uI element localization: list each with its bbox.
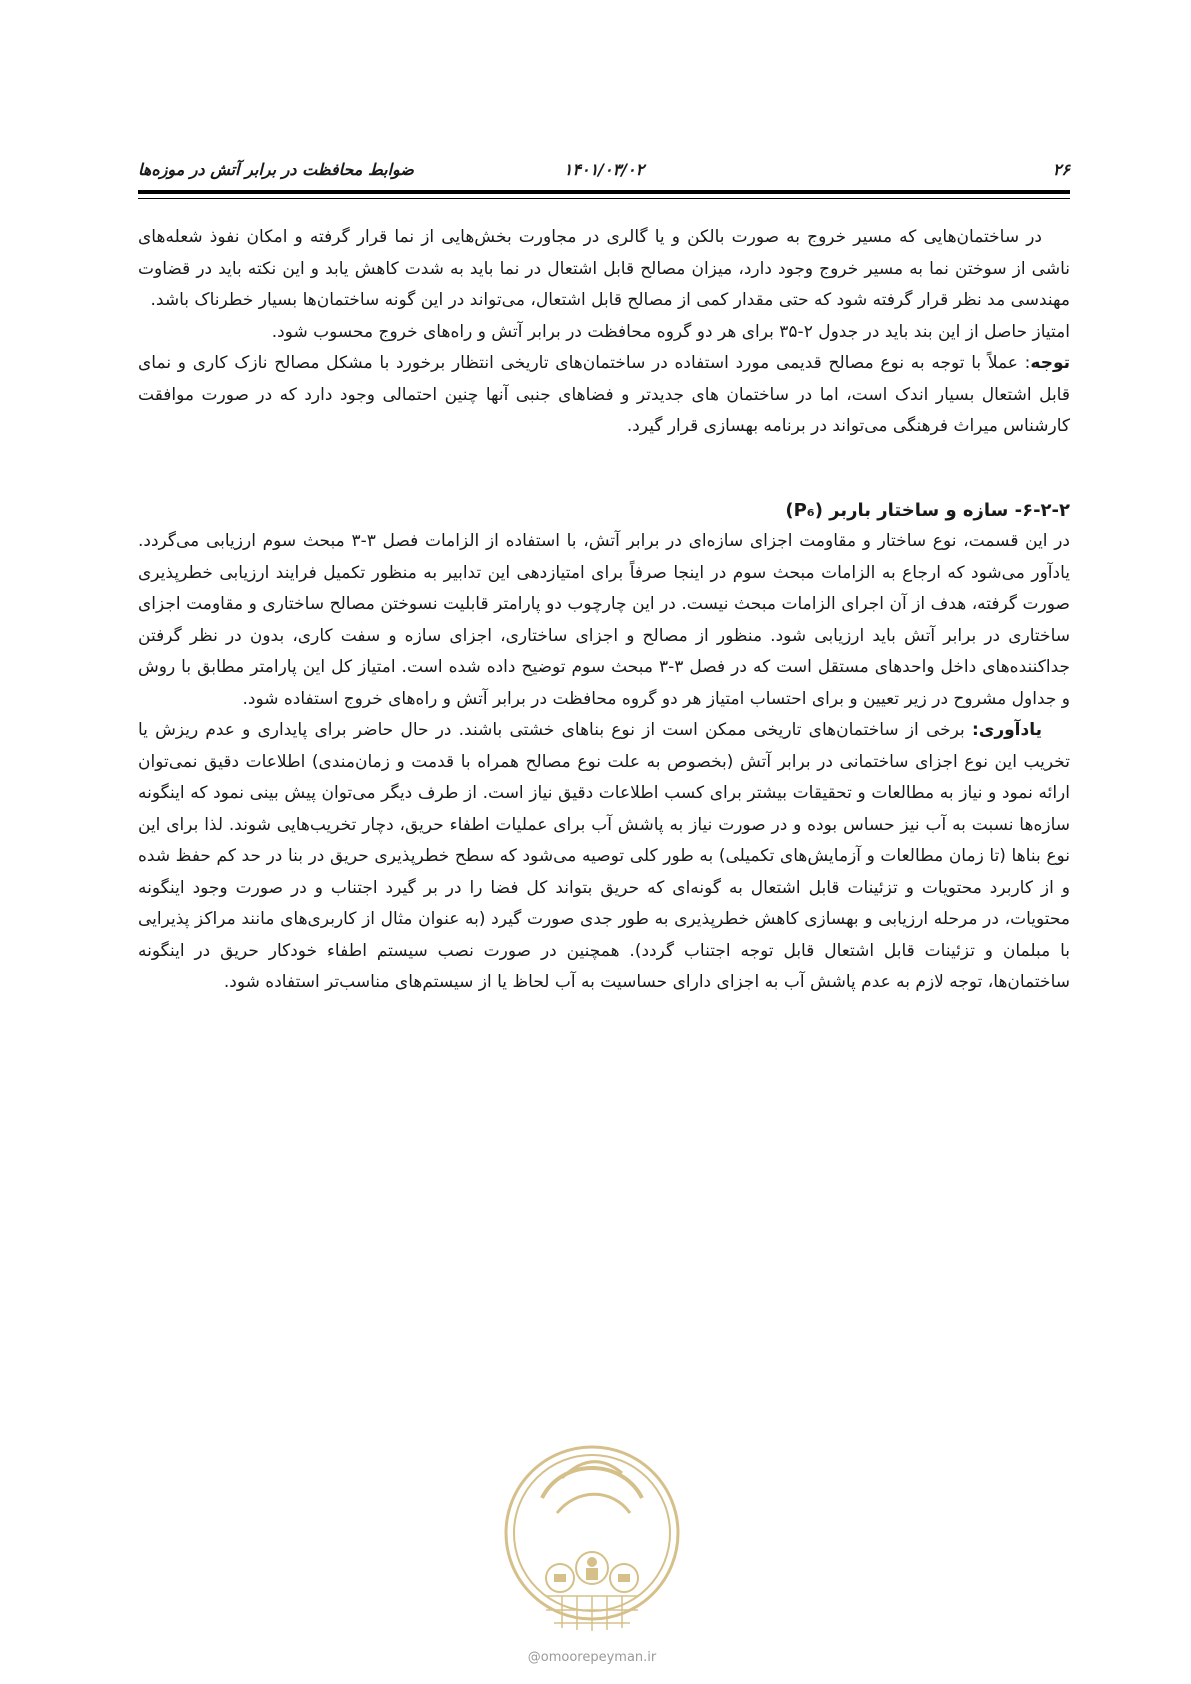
header-date: ۱۴۰۱/۰۳/۰۲ (563, 160, 645, 179)
section-gap (138, 443, 1070, 495)
paragraph-structure: در این قسمت، نوع ساختار و مقاومت اجزای سازه‌ای در برابر آتش، با استفاده از الزامات فصل ۳-۳ مبحث سوم ارزیابی می‌گردد. یادآور می‌شود که ارجاع به الزامات مبحث سوم در اینجا صرفاً برای امتیازدهی این تدابیر به منظور تکمیل فرایند ارزیابی خطرپذیری صورت گرفته، هدف از آن اجرای الزامات مبحث نیست. در این چارچوب دو پارامتر قابلیت نسوختن مصالح ساختاری و مقاومت اجزای ساختاری در برابر آتش باید ارزیابی شود. منظور از مصالح و اجزای ساختاری، اجزای سازه و سفت کاری، بدون در نظر گرفتن جداکننده‌های داخل واحدهای مستقل است که در فصل ۳-۳ مبحث سوم توضیح داده شده است. امتیاز کل این پارامتر مطابق با روش و جداول مشروح در زیر تعیین و برای احتساب امتیاز هر دو گروه محافظت در برابر آتش و راه‌های خروج استفاده شود. (138, 531, 1071, 709)
note-text: : عملاً با توجه به نوع مصالح قدیمی مورد استفاده در ساختمان‌های تاریخی انتظار برخورد با مشکل مصالح نازک کاری و نمای قابل اشتعال بسیار اندک است، اما در ساختمان های جدیدتر و فضاهای جنبی آنها چنین احتمالی وجود دارد که در صورت موافقت کارشناس میراث فرهنگی می‌تواند در برنامه بهسازی قرار گیرد. (138, 353, 1070, 436)
running-title: ضوابط محافظت در برابر آتش در موزه‌ها (138, 160, 414, 179)
header-rule-thick (138, 190, 1070, 194)
section-heading: ۶-۲-۲- سازه و ساختار باربر (P₆) (785, 499, 1070, 521)
page-number: ۲۶ (1052, 160, 1070, 179)
reminder-label: یادآوری: (971, 720, 1042, 740)
paragraph-score: امتیاز حاصل از این بند باید در جدول ۲-۳۵ برای هر دو گروه محافظت در برابر آتش و راه‌های خروج محسوب شود. (271, 321, 1070, 342)
watermark-seal-icon (502, 1418, 682, 1648)
reminder-text: برخی از ساختمان‌های تاریخی ممکن است از نوع بناهای خشتی باشند. در حال حاضر برای پایداری و عدم ریزش یا تخریب این نوع اجزای ساختمانی در برابر آتش (بخصوص به علت نوع مصالح همراه با قدمت و زمان‌مندی) اطلاعات دقیق نمی‌توان ارائه نمود و نیاز به مطالعات و تحقیقات بیشتر برای کسب اطلاعات دقیق نیاز است. از طرف دیگر می‌توان پیش بینی نمود که اینگونه سازه‌ها نسبت به آب نیز حساس بوده و در صورت نیاز به پاشش آب برای عملیات اطفاء حریق، دچار تخریب‌هایی شوند. لذا برای این نوع بناها (تا زمان مطالعات و آزمایش‌های تکمیلی) به طور کلی توصیه می‌شود که سطح خطرپذیری حریق در بنا در حد کم حفظ شده و از کاربرد محتویات و تزئینات قابل اشتعال به گونه‌ای که حریق بتواند کل فضا را در بر گیرد اجتناب و در صورت وجود اینگونه محتویات، در مرحله ارزیابی و بهسازی کاهش خطرپذیری به طور جدی صورت گیرد (به عنوان مثال از کاربری‌های مانند مراکز پذیرایی با مبلمان و تزئینات قابل اشتعال قابل توجه اجتناب گردد). همچنین در صورت نصب سیستم اطفاء خودکار حریق در اینگونه ساختمان‌ها، توجه لازم به عدم پاشش آب به اجزای دارای حساسیت به آب لحاظ یا از سیستم‌های مناسب‌تر استفاده شود. (138, 720, 1070, 992)
paragraph-reminder (138, 715, 1070, 999)
paragraph-facade: در ساختمان‌هایی که مسیر خروج به صورت بالکن و یا گالری در مجاورت بخش‌هایی از نما قرار گرفته و امکان نفوذ شعله‌های ناشی از سوختن نما به مسیر خروج وجود دارد، میزان مصالح قابل اشتعال در نما باید به شدت کاهش یابد و این نکته باید در قضاوت مهندسی مد نظر قرار گرفته شود که حتی مقدار کمی از مصالح قابل اشتعال، می‌تواند در این گونه ساختمان‌ها بسیار خطرناک باشد. (138, 227, 1070, 310)
page-header (138, 160, 1070, 186)
paragraph-note (138, 348, 1070, 443)
note-label: توجه (1030, 353, 1070, 373)
page-body (138, 222, 1070, 999)
watermark-credit: @omoorepeyman.ir (527, 1650, 657, 1665)
header-rule-thin (138, 198, 1070, 199)
